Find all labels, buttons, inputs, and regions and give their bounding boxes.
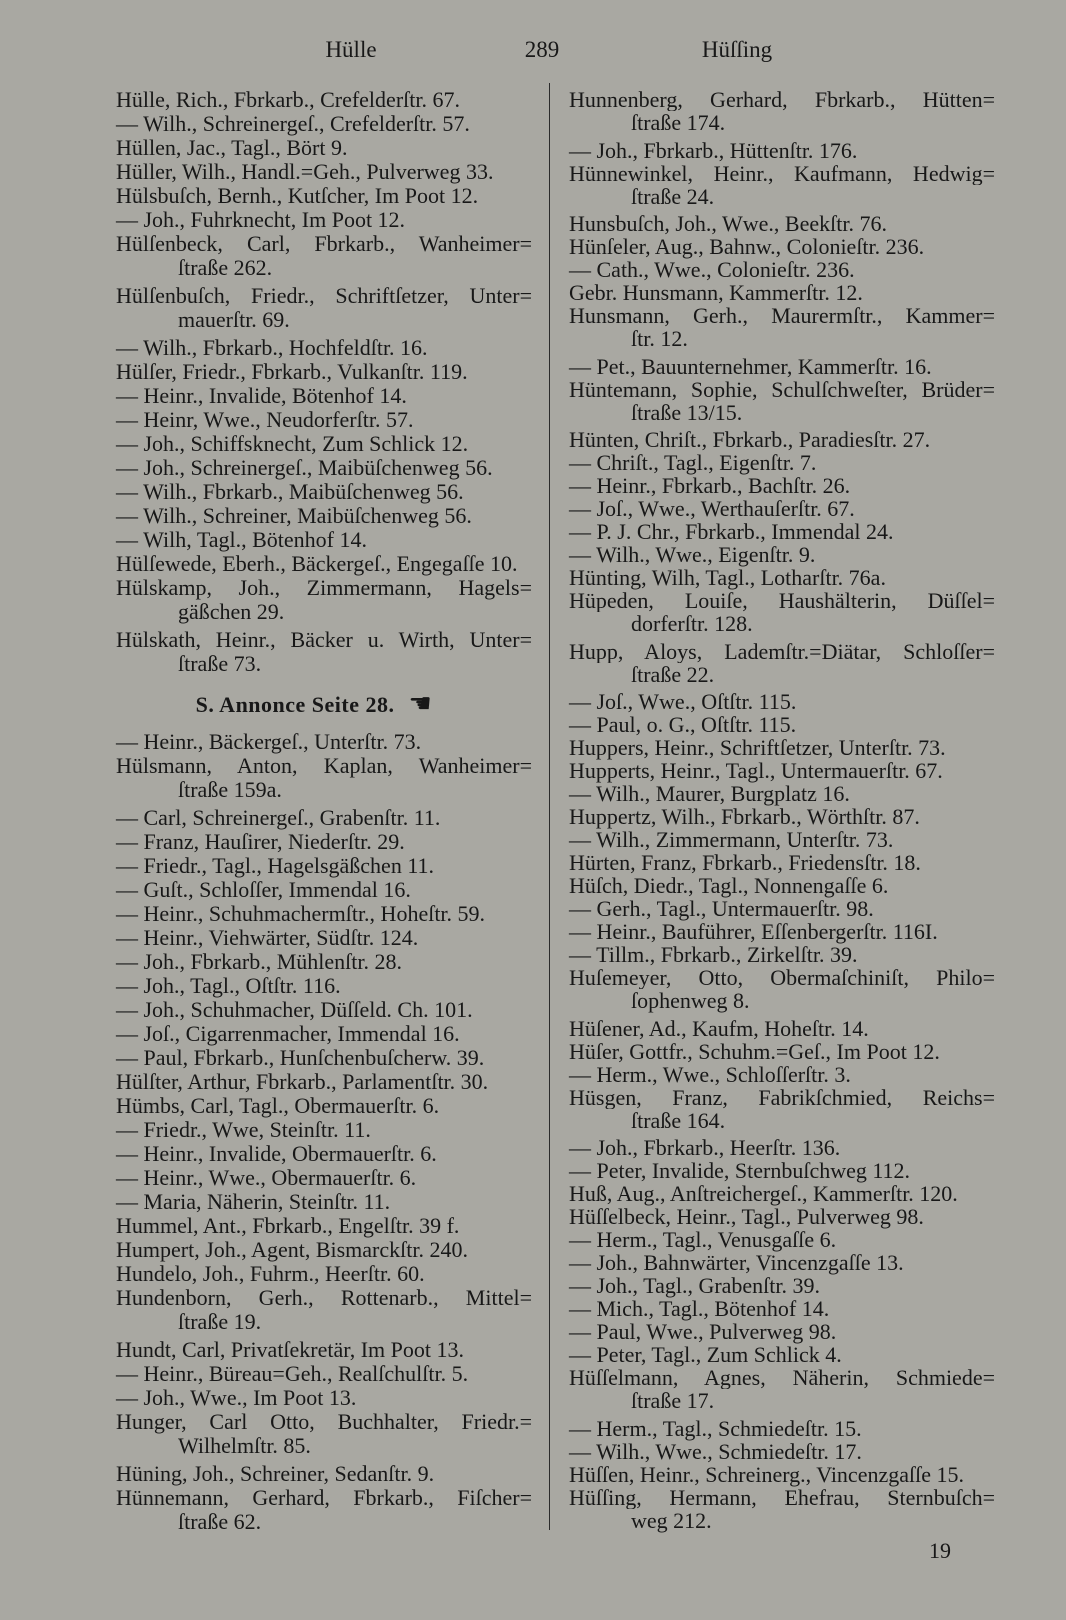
directory-entry xyxy=(116,998,532,1022)
entry-continuation-line: ſtraße 22. xyxy=(631,661,715,687)
entry-line: Hülſenbuſch, Friedr., Schriftſetzer, Unter= xyxy=(116,284,532,308)
left-column xyxy=(116,88,532,1538)
directory-entry xyxy=(116,628,532,676)
entry-line: Hüpeden, Louiſe, Haushälterin, Düſſel= xyxy=(569,589,995,612)
entry-line: Hülskamp, Joh., Zimmermann, Hagels= xyxy=(116,576,532,600)
directory-entry xyxy=(116,336,532,360)
entry-line: Hüntemann, Sophie, Schulſchweſter, Brüder= xyxy=(569,377,995,401)
entry-line: Hüller, Wilh., Handl.=Geh., Pulverweg 33. xyxy=(116,159,494,184)
entry-line: — Heinr., Invalide, Obermauerſtr. 6. xyxy=(116,1141,437,1166)
entry-line: Hürten, Franz, Fbrkarb., Friedensſtr. 18. xyxy=(569,850,921,875)
entry-line: — Wilh., Wwe., Eigenſtr. 9. xyxy=(569,542,816,567)
entry-line: Hüſſelmann, Agnes, Näherin, Schmiede= xyxy=(569,1366,995,1389)
entry-line: Huß, Aug., Anſtreichergeſ., Kammerſtr. 120. xyxy=(569,1181,958,1206)
directory-entry xyxy=(569,966,995,1012)
directory-entry xyxy=(116,950,532,974)
entry-line: — Joh., Tagl., Oſtſtr. 116. xyxy=(116,973,341,998)
directory-entry xyxy=(116,480,532,504)
entry-line: — Paul, o. G., Oſtſtr. 115. xyxy=(569,712,797,737)
entry-line: Hundenborn, Gerh., Rottenarb., Mittel= xyxy=(116,1286,532,1310)
directory-entry xyxy=(569,874,995,897)
directory-entry xyxy=(116,184,532,208)
directory-entry xyxy=(116,1486,532,1534)
directory-entry xyxy=(116,926,532,950)
entry-line: — Herm., Tagl., Venusgaſſe 6. xyxy=(569,1227,837,1252)
entry-continuation-line: gäßchen 29. xyxy=(178,599,285,624)
directory-entry xyxy=(569,1086,995,1132)
directory-entry xyxy=(569,566,995,589)
entry-line: — Maria, Näherin, Steinſtr. 11. xyxy=(116,1189,391,1214)
directory-entry xyxy=(569,1343,995,1366)
entry-line: — Joh., Schuhmacher, Düſſeld. Ch. 101. xyxy=(116,997,473,1022)
directory-entry xyxy=(116,1286,532,1334)
directory-entry xyxy=(116,974,532,998)
directory-entry xyxy=(569,1228,995,1251)
directory-entry xyxy=(116,1118,532,1142)
advertisement-notice xyxy=(116,692,532,716)
entry-line: Hülsmann, Anton, Kaplan, Wanheimer= xyxy=(116,754,532,778)
page-number: 289 xyxy=(524,37,560,62)
entry-line: — Paul, Fbrkarb., Hunſchenbuſcherw. 39. xyxy=(116,1045,485,1070)
entry-line: — Peter, Tagl., Zum Schlick 4. xyxy=(569,1342,842,1367)
pointing-hand-icon xyxy=(395,692,433,717)
directory-entry xyxy=(116,1362,532,1386)
directory-entry xyxy=(116,208,532,232)
directory-entry xyxy=(569,1297,995,1320)
entry-line: — Herm., Wwe., Schloſſerſtr. 3. xyxy=(569,1061,851,1087)
entry-line: — Heinr., Fbrkarb., Bachſtr. 26. xyxy=(569,473,851,498)
directory-entry xyxy=(569,258,995,281)
entry-line: — Herm., Tagl., Schmiedeſtr. 15. xyxy=(569,1415,862,1441)
entry-line: Hünſeler, Aug., Bahnw., Colonieſtr. 236. xyxy=(569,234,925,259)
directory-entry xyxy=(116,806,532,830)
entry-continuation-line: ſtraße 19. xyxy=(178,1309,262,1334)
entry-continuation-line: ſtraße 62. xyxy=(178,1509,262,1534)
directory-entry xyxy=(569,828,995,851)
directory-entry xyxy=(569,1274,995,1297)
directory-entry xyxy=(569,1205,995,1228)
directory-entry xyxy=(116,1338,532,1362)
entry-line: — Joh., Fbrkarb., Heerſtr. 136. xyxy=(569,1135,841,1160)
entry-continuation-line: ſtraße 262. xyxy=(178,255,273,280)
directory-entry xyxy=(569,1366,995,1412)
entry-line: — Wilh., Schreinergeſ., Crefelderſtr. 57. xyxy=(116,111,470,136)
directory-entry xyxy=(569,428,995,451)
entry-line: — Mich., Tagl., Bötenhof 14. xyxy=(569,1296,830,1321)
directory-entry xyxy=(116,830,532,854)
directory-entry xyxy=(569,1017,995,1040)
entry-line: — Heinr., Schuhmachermſtr., Hoheſtr. 59. xyxy=(116,901,486,926)
entry-line: — Friedr., Wwe, Steinſtr. 11. xyxy=(116,1117,371,1142)
entry-line: — Peter, Invalide, Sternbuſchweg 112. xyxy=(569,1158,911,1183)
entry-line: Hünting, Wilh, Tagl., Lotharſtr. 76a. xyxy=(569,565,886,590)
directory-entry xyxy=(116,1214,532,1238)
directory-entry xyxy=(569,543,995,566)
entry-line: — Wilh, Tagl., Bötenhof 14. xyxy=(116,527,367,552)
entry-line: Hummel, Ant., Fbrkarb., Engelſtr. 39 f. xyxy=(116,1213,460,1238)
entry-continuation-line: ſophenweg 8. xyxy=(631,988,750,1013)
entry-line: Hülſewede, Eberh., Bäckergeſ., Engegaſſe 10. xyxy=(116,551,518,576)
signature-mark: 19 xyxy=(929,1538,951,1563)
directory-entry xyxy=(116,408,532,432)
directory-entry xyxy=(569,805,995,828)
entry-line: — Joſ., Wwe., Oſtſtr. 115. xyxy=(569,689,797,714)
directory-entry xyxy=(569,520,995,543)
running-head-right: Hüſſing xyxy=(701,37,773,62)
entry-line: Hülle, Rich., Fbrkarb., Crefelderſtr. 67. xyxy=(116,87,460,112)
notice-text: S. Annonce Seite 28. xyxy=(195,692,395,717)
entry-line: Hüſer, Gottfr., Schuhm.=Geſ., Im Poot 12. xyxy=(569,1038,940,1064)
directory-entry xyxy=(116,1238,532,1262)
directory-entry xyxy=(116,1462,532,1486)
directory-entry xyxy=(116,730,532,754)
entry-continuation-line: ſtraße 17. xyxy=(631,1388,715,1413)
entry-continuation-line: Wilhelmſtr. 85. xyxy=(178,1433,311,1458)
entry-line: Hundt, Carl, Privatſekretär, Im Poot 13. xyxy=(116,1337,465,1362)
right-column xyxy=(569,88,995,1536)
entry-line: Hunger, Carl Otto, Buchhalter, Friedr.= xyxy=(116,1410,532,1434)
entry-line: — Heinr., Wwe., Obermauerſtr. 6. xyxy=(116,1165,417,1190)
entry-continuation-line: ſtraße 174. xyxy=(631,110,726,135)
entry-continuation-line: ſtraße 24. xyxy=(631,183,715,209)
directory-entry xyxy=(569,1040,995,1063)
directory-entry xyxy=(116,88,532,112)
directory-entry xyxy=(569,1136,995,1159)
directory-entry xyxy=(569,1182,995,1205)
directory-entry xyxy=(116,1070,532,1094)
entry-line: Hüſſen, Heinr., Schreinerg., Vincenzgaſſe 15. xyxy=(569,1461,964,1487)
entry-line: — Pet., Bauunternehmer, Kammerſtr. 16. xyxy=(569,353,932,379)
entry-line: Hünten, Chriſt., Fbrkarb., Paradiesſtr. 27. xyxy=(569,427,931,452)
entry-line: — Franz, Hauſirer, Niederſtr. 29. xyxy=(116,829,405,854)
entry-line: Gebr. Hunsmann, Kammerſtr. 12. xyxy=(569,280,863,305)
directory-entry xyxy=(569,212,995,235)
entry-line: Hülſer, Friedr., Fbrkarb., Vulkanſtr. 119. xyxy=(116,359,468,384)
entry-line: — Cath., Wwe., Colonieſtr. 236. xyxy=(569,257,855,282)
entry-line: — P. J. Chr., Fbrkarb., Immendal 24. xyxy=(569,519,894,544)
entry-line: Hüſſelbeck, Heinr., Tagl., Pulverweg 98. xyxy=(569,1204,924,1229)
directory-entry xyxy=(569,1486,995,1532)
entry-line: — Wilh., Maurer, Burgplatz 16. xyxy=(569,781,850,806)
entry-line: — Paul, Wwe., Pulverweg 98. xyxy=(569,1319,837,1344)
entry-line: — Wilh., Schreiner, Maibüſchenweg 56. xyxy=(116,503,472,528)
directory-entry xyxy=(116,432,532,456)
entry-line: Hunnenberg, Gerhard, Fbrkarb., Hütten= xyxy=(569,88,995,111)
directory-entry xyxy=(116,902,532,926)
running-head-left: Hülle xyxy=(325,37,377,62)
entry-line: — Heinr, Wwe., Neudorferſtr. 57. xyxy=(116,407,414,432)
entry-line: Hüllen, Jac., Tagl., Bört 9. xyxy=(116,135,348,160)
directory-entry xyxy=(569,713,995,736)
entry-line: — Wilh., Fbrkarb., Hochfeldſtr. 16. xyxy=(116,335,428,360)
entry-line: — Heinr., Viehwärter, Südſtr. 124. xyxy=(116,925,419,950)
directory-entry xyxy=(569,690,995,713)
entry-line: — Joh., Wwe., Im Poot 13. xyxy=(116,1385,357,1410)
entry-line: — Joh., Tagl., Grabenſtr. 39. xyxy=(569,1273,821,1298)
entry-line: Huſemeyer, Otto, Obermaſchiniſt, Philo= xyxy=(569,966,995,989)
entry-line: — Guſt., Schloſſer, Immendal 16. xyxy=(116,877,411,902)
directory-entry xyxy=(569,897,995,920)
directory-entry xyxy=(116,504,532,528)
entry-continuation-line: dorferſtr. 128. xyxy=(631,611,753,636)
directory-entry xyxy=(569,943,995,966)
entry-line: — Wilh., Wwe., Schmiedeſtr. 17. xyxy=(569,1438,862,1464)
directory-entry xyxy=(116,456,532,480)
directory-entry xyxy=(569,497,995,520)
entry-line: — Heinr., Bauführer, Eſſenbergerſtr. 116I. xyxy=(569,919,938,944)
directory-entry xyxy=(116,360,532,384)
directory-entry xyxy=(569,782,995,805)
entry-line: Hülſter, Arthur, Fbrkarb., Parlamentſtr. 30. xyxy=(116,1069,489,1094)
directory-entry xyxy=(569,88,995,134)
entry-line: — Heinr., Büreau=Geh., Realſchulſtr. 5. xyxy=(116,1361,469,1386)
entry-line: — Friedr., Tagl., Hagelsgäßchen 11. xyxy=(116,853,435,878)
directory-entry xyxy=(116,284,532,332)
entry-line: — Heinr., Bäckergeſ., Unterſtr. 73. xyxy=(116,729,422,754)
directory-entry xyxy=(116,1262,532,1286)
directory-entry xyxy=(116,754,532,802)
directory-entry xyxy=(116,552,532,576)
directory-entry xyxy=(116,1410,532,1458)
entry-line: Hülskath, Heinr., Bäcker u. Wirth, Unter= xyxy=(116,628,532,652)
entry-line: — Joh., Fbrkarb., Mühlenſtr. 28. xyxy=(116,949,402,974)
directory-entry xyxy=(569,235,995,258)
directory-entry xyxy=(569,139,995,162)
directory-entry xyxy=(116,854,532,878)
directory-entry xyxy=(569,920,995,943)
entry-line: Hüsgen, Franz, Fabrikſchmied, Reichs= xyxy=(569,1085,995,1109)
directory-entry xyxy=(116,1166,532,1190)
entry-line: Huppertz, Wilh., Fbrkarb., Wörthſtr. 87. xyxy=(569,804,920,829)
entry-line: — Tillm., Fbrkarb., Zirkelſtr. 39. xyxy=(569,942,858,967)
entry-line: — Joh., Fuhrknecht, Im Poot 12. xyxy=(116,207,406,232)
directory-entry xyxy=(116,1386,532,1410)
directory-entry xyxy=(569,451,995,474)
entry-line: Hünnewinkel, Heinr., Kaufmann, Hedwig= xyxy=(569,161,995,185)
directory-entry xyxy=(116,576,532,624)
directory-entry xyxy=(569,1463,995,1486)
entry-line: Hülsbuſch, Bernh., Kutſcher, Im Poot 12. xyxy=(116,183,479,208)
entry-line: — Wilh., Fbrkarb., Maibüſchenweg 56. xyxy=(116,479,464,504)
entry-line: Huppers, Heinr., Schriftſetzer, Unterſtr. 73. xyxy=(569,735,946,760)
entry-line: — Joſ., Wwe., Werthauſerſtr. 67. xyxy=(569,496,855,521)
entry-line: — Carl, Schreinergeſ., Grabenſtr. 11. xyxy=(116,805,441,830)
directory-entry xyxy=(116,1094,532,1118)
entry-line: — Wilh., Zimmermann, Unterſtr. 73. xyxy=(569,827,894,852)
directory-entry xyxy=(569,162,995,208)
directory-entry xyxy=(569,1063,995,1086)
entry-line: Hüning, Joh., Schreiner, Sedanſtr. 9. xyxy=(116,1461,435,1486)
directory-entry xyxy=(116,878,532,902)
entry-line: Hunsbuſch, Joh., Wwe., Beekſtr. 76. xyxy=(569,211,887,236)
entry-line: Hüſſing, Hermann, Ehefrau, Sternbuſch= xyxy=(569,1485,995,1509)
directory-entry xyxy=(116,384,532,408)
directory-entry xyxy=(569,1159,995,1182)
entry-line: Hünnemann, Gerhard, Fbrkarb., Fiſcher= xyxy=(116,1486,532,1510)
directory-entry xyxy=(569,1440,995,1463)
directory-entry xyxy=(569,281,995,304)
entry-line: Humpert, Joh., Agent, Bismarckſtr. 240. xyxy=(116,1237,468,1262)
entry-line: Hüſener, Ad., Kaufm, Hoheſtr. 14. xyxy=(569,1015,869,1041)
directory-entry xyxy=(116,136,532,160)
directory-entry xyxy=(569,1320,995,1343)
entry-line: — Gerh., Tagl., Untermauerſtr. 98. xyxy=(569,896,874,921)
directory-entry xyxy=(569,640,995,686)
entry-line: — Joh., Schiffsknecht, Zum Schlick 12. xyxy=(116,431,469,456)
directory-entry xyxy=(569,1251,995,1274)
directory-entry xyxy=(116,112,532,136)
entry-line: Hunsmann, Gerh., Maurermſtr., Kammer= xyxy=(569,304,995,327)
entry-line: — Heinr., Invalide, Bötenhof 14. xyxy=(116,383,407,408)
column-divider xyxy=(549,83,550,1530)
entry-line: Hüſch, Diedr., Tagl., Nonnengaſſe 6. xyxy=(569,873,889,898)
entry-line: — Joh., Schreinergeſ., Maibüſchenweg 56. xyxy=(116,455,493,480)
entry-line: — Chriſt., Tagl., Eigenſtr. 7. xyxy=(569,450,817,475)
directory-entry xyxy=(116,1142,532,1166)
directory-entry xyxy=(569,759,995,782)
directory-entry xyxy=(569,1417,995,1440)
entry-line: Hupp, Aloys, Lademſtr.=Diätar, Schloſſer= xyxy=(569,639,995,663)
directory-entry xyxy=(116,1190,532,1214)
directory-entry xyxy=(569,851,995,874)
directory-entry xyxy=(116,232,532,280)
directory-entry xyxy=(569,378,995,424)
directory-entry xyxy=(569,589,995,635)
entry-line: Hundelo, Joh., Fuhrm., Heerſtr. 60. xyxy=(116,1261,425,1286)
directory-entry xyxy=(116,1046,532,1070)
directory-entry xyxy=(569,304,995,350)
entry-continuation-line: ſtraße 164. xyxy=(631,1107,726,1133)
entry-line: — Joh., Bahnwärter, Vincenzgaſſe 13. xyxy=(569,1250,904,1275)
entry-line: Hupperts, Heinr., Tagl., Untermauerſtr. 67. xyxy=(569,758,943,783)
directory-entry xyxy=(569,474,995,497)
directory-entry xyxy=(116,160,532,184)
entry-continuation-line: weg 212. xyxy=(631,1507,712,1533)
entry-line: — Joh., Fbrkarb., Hüttenſtr. 176. xyxy=(569,137,858,163)
entry-continuation-line: ſtraße 13/15. xyxy=(631,399,743,425)
directory-entry xyxy=(569,355,995,378)
directory-entry xyxy=(116,528,532,552)
entry-line: — Joſ., Cigarrenmacher, Immendal 16. xyxy=(116,1021,460,1046)
entry-continuation-line: mauerſtr. 69. xyxy=(178,307,290,332)
directory-entry xyxy=(569,736,995,759)
entry-continuation-line: ſtraße 159a. xyxy=(178,777,282,802)
directory-entry xyxy=(116,1022,532,1046)
entry-continuation-line: ſtraße 73. xyxy=(178,651,262,676)
entry-continuation-line: ſtr. 12. xyxy=(631,326,688,351)
entry-line: Hülſenbeck, Carl, Fbrkarb., Wanheimer= xyxy=(116,232,532,256)
entry-line: Hümbs, Carl, Tagl., Obermauerſtr. 6. xyxy=(116,1093,440,1118)
